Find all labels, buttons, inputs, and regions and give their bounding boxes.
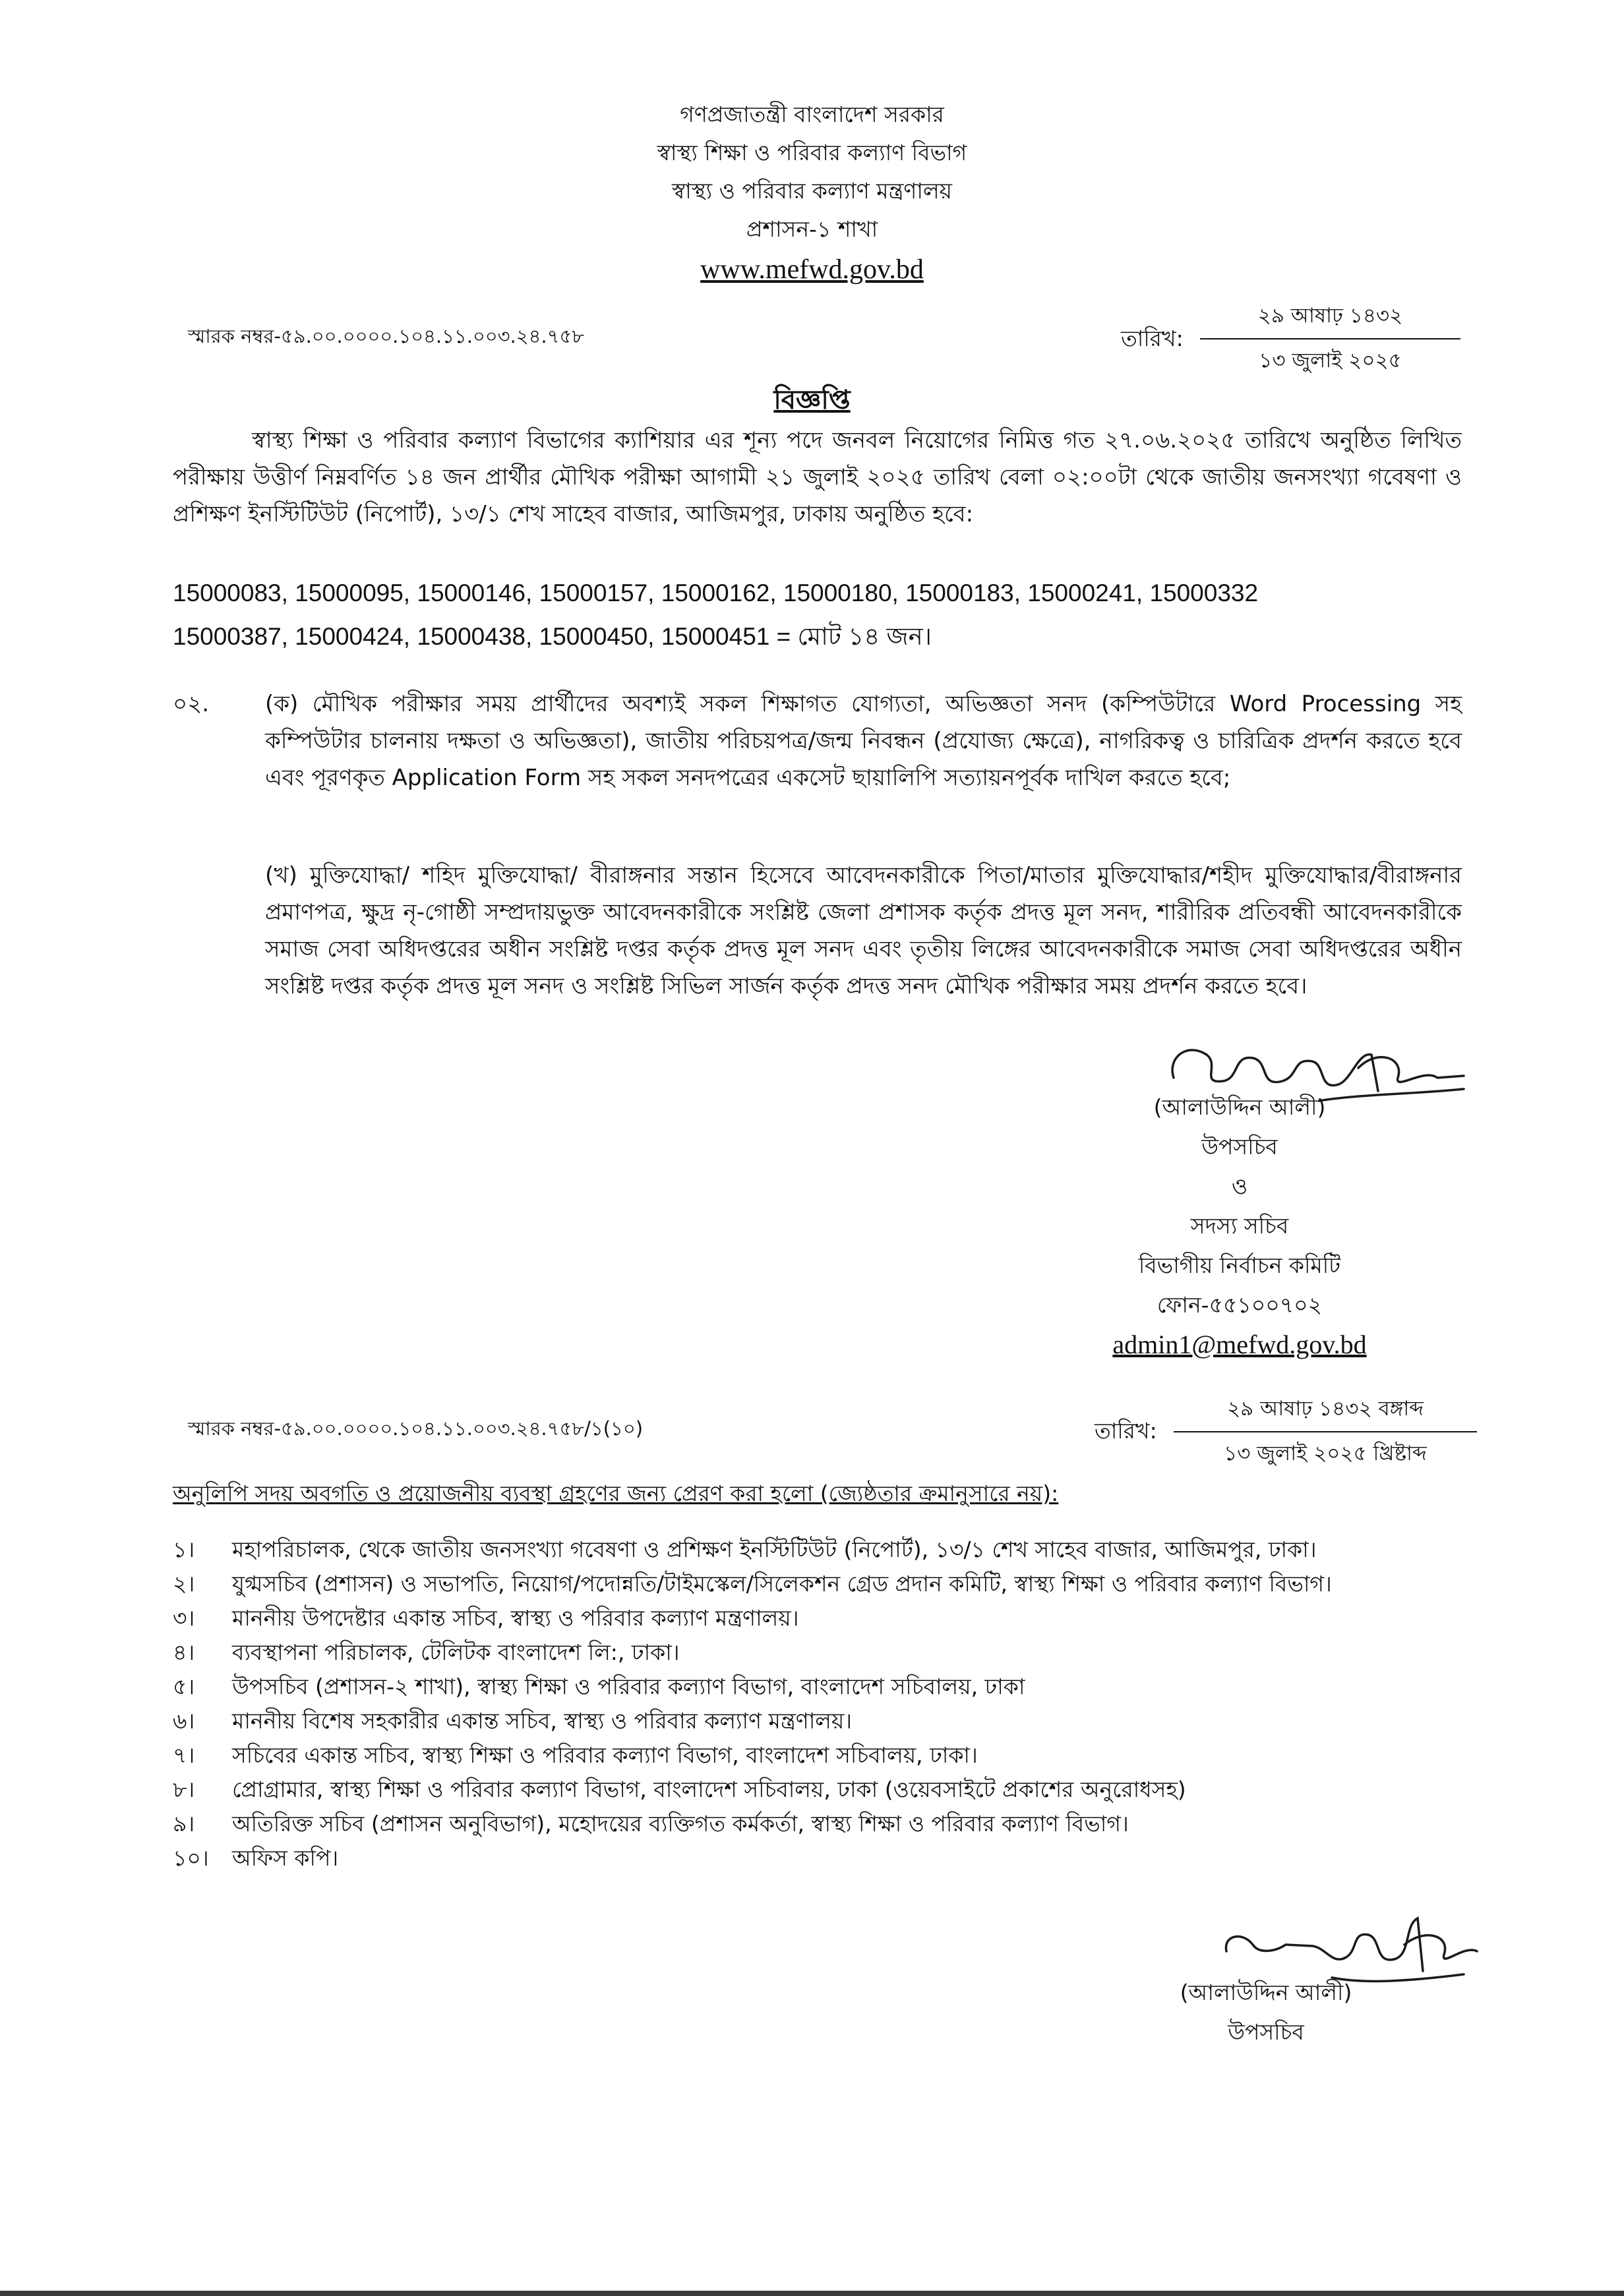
date-2-english: ১৩ জুলাই ২০২৫ খ্রিষ্টাব্দ: [1224, 1442, 1427, 1465]
list-item: ৮। প্রোগ্রামার, স্বাস্থ্য শিক্ষা ও পরিবার কল্যাণ বিভাগ, বাংলাদেশ সচিবালয়, ঢাকা (ওয়েবসাইটে প্রকাশের অনুরোধসহ): [173, 1777, 1186, 1802]
list-item: ১০। অফিস কপি।: [173, 1845, 339, 1871]
signature-1-block: [1055, 1088, 1424, 1365]
list-item: ১। মহাপরিচালক, থেকে জাতীয় জনসংখ্যা গবেষণা ও প্রশিক্ষণ ইনস্টিটিউট (নিপোর্ট), ১৩/১ শেখ সাহেব বাজার, আজিমপুর, ঢাকা।: [173, 1537, 1317, 1562]
list-item: ২। যুগ্মসচিব (প্রশাসন) ও সভাপতি, নিয়োগ/পদোন্নতি/টাইমস্কেল/সিলেকশন গ্রেড প্রদান কমিটি, স্বাস্থ্য শিক্ষা ও পরিবার কল্যাণ বিভাগ।: [173, 1571, 1332, 1597]
signer-email[interactable]: admin1@mefwd.gov.bd: [1112, 1330, 1367, 1359]
list-item: ৬। মাননীয় বিশেষ সহকারীর একান্ত সচিব, স্বাস্থ্য ও পরিবার কল্যাণ মন্ত্রণালয়।: [173, 1708, 853, 1734]
signer-2-name: (আলাউদ্দিন আলী): [1180, 1980, 1352, 2005]
list-item: ৯। অতিরিক্ত সচিব (প্রশাসন অনুবিভাগ), মহোদয়ের ব্যক্তিগত কর্মকর্তা, স্বাস্থ্য শিক্ষা ও পরিবার কল্যাণ বিভাগ।: [173, 1811, 1129, 1837]
list-item: ৭। সচিবের একান্ত সচিব, স্বাস্থ্য শিক্ষা ও পরিবার কল্যাণ বিভাগ, বাংলাদেশ সচিবালয়, ঢাকা।: [173, 1742, 978, 1768]
signer-role: সদস্য সচিব: [1190, 1213, 1289, 1239]
notice-title: বিজ্ঞপ্তি: [773, 385, 851, 415]
list-item: ৫। উপসচিব (প্রশাসন-২ শাখা), স্বাস্থ্য শিক্ষা ও পরিবার কল্যাণ বিভাগ, বাংলাদেশ সচিবালয়, ঢাকা: [173, 1674, 1025, 1699]
roll-numbers: [173, 574, 1478, 657]
signer-name: (আলাউদ্দিন আলী): [1153, 1094, 1326, 1120]
date-2-block: [1174, 1393, 1477, 1472]
date-2-label: তারিখ:: [1095, 1418, 1157, 1444]
header-line-2: স্বাস্থ্য শিক্ষা ও পরিবার কল্যাণ বিভাগ: [657, 140, 967, 165]
header-line-1: গণপ্রজাতন্ত্রী বাংলাদেশ সরকার: [680, 102, 944, 127]
intro-paragraph: স্বাস্থ্য শিক্ষা ও পরিবার কল্যাণ বিভাগের ক্যাশিয়ার এর শূন্য পদে জনবল নিয়োগের নিমিত্ত গত ২৭.০৬.২০২৫ তারিখে অনুষ্ঠিত লিখিত পরীক্ষায় উত্তীর্ণ নিম্নবর্ণিত ১৪ জন প্রার্থীর মৌখিক পরীক্ষা আগামী ২১ জুলাই ২০২৫ তারিখ বেলা ০২:০০টা থেকে জাতীয় জনসংখ্যা গবেষণা ও প্রশিক্ষণ ইনস্টিটিউট (নিপোর্ট), ১৩/১ শেখ সাহেব বাজার, আজিমপুর, ঢাকায় অনুষ্ঠিত হবে:: [173, 427, 1462, 527]
date-2-bangla: ২৯ আষাঢ় ১৪৩২ বঙ্গাব্দ: [1174, 1393, 1477, 1432]
memo-2-number: স্মারক নম্বর-৫৯.০০.০০০০.১০৪.১১.০০৩.২৪.৭৫৮/১(১০): [188, 1417, 644, 1440]
signer-and: ও: [1231, 1173, 1248, 1199]
signer-committee: বিভাগীয় নির্বাচন কমিটি: [1138, 1252, 1341, 1278]
list-item: ৩। মাননীয় উপদেষ্টার একান্ত সচিব, স্বাস্থ্য ও পরিবার কল্যাণ মন্ত্রণালয়।: [173, 1605, 799, 1631]
para-2-kha: (খ) মুক্তিযোদ্ধা/ শহিদ মুক্তিযোদ্ধা/ বীরাঙ্গনার সন্তান হিসেবে আবেদনকারীকে পিতা/মাতার মুক্তিযোদ্ধার/শহীদ মুক্তিযোদ্ধার/বীরাঙ্গনার প্রমাণপত্র, ক্ষুদ্র নৃ-গোষ্ঠী সম্প্রদায়ভুক্ত আবেদনকারীকে সংশ্লিষ্ট জেলা প্রশাসক কর্তৃক প্রদত্ত মূল সনদ, শারীরিক প্রতিবন্ধী আবেদনকারীকে সমাজ সেবা অধিদপ্তরের অধীন সংশ্লিষ্ট দপ্তর কর্তৃক প্রদত্ত মূল সনদ এবং তৃতীয় লিঙ্গের আবেদনকারীকে সমাজ সেবা অধিদপ্তরের অধীন সংশ্লিষ্ট দপ্তর কর্তৃক প্রদত্ত মূল সনদ ও সংশ্লিষ্ট সিভিল সার্জন কর্তৃক প্রদত্ত সনদ মৌখিক পরীক্ষার সময় প্রদর্শন করতে হবে।: [265, 862, 1462, 999]
scan-edge: [0, 2291, 1624, 2296]
signature-2-block: [1121, 1973, 1411, 2052]
list-item: ৪। ব্যবস্থাপনা পরিচালক, টেলিটক বাংলাদেশ লি:, ঢাকা।: [173, 1639, 680, 1665]
para-2-number: ০২.: [173, 691, 210, 717]
date-label: তারিখ:: [1121, 326, 1184, 351]
header-line-4: প্রশাসন-১ শাখা: [746, 216, 878, 242]
copies-title: অনুলিপি সদয় অবগতি ও প্রয়োজনীয় ব্যবস্থা গ্রহণের জন্য প্রেরণ করা হলো (জ্যেষ্ঠতার ক্রমানুসারে নয়):: [173, 1481, 1059, 1506]
signer-phone: ফোন-৫৫১০০৭০২: [1157, 1292, 1323, 1318]
para-2-ka: (ক) মৌখিক পরীক্ষার সময় প্রার্থীদের অবশ্যই সকল শিক্ষাগত যোগ্যতা, অভিজ্ঞতা সনদ (কম্পিউটারে Word Processing সহ কম্পিউটার চালনায় দক্ষতা ও অভিজ্ঞতা), জাতীয় পরিচয়পত্র/জন্ম নিবন্ধন (প্রযোজ্য ক্ষেত্রে), নাগরিকত্ব ও চারিত্রিক প্রদর্শন করতে হবে এবং পূরণকৃত Application Form সহ সকল সনদপত্রের একসেট ছায়ালিপি সত্যায়নপূর্বক দাখিল করতে হবে;: [265, 691, 1462, 791]
govt-header: [0, 96, 1624, 291]
date-english: ১৩ জুলাই ২০২৫: [1259, 349, 1402, 372]
roll-line-2: 15000387, 15000424, 15000438, 15000450, 15000451 = মোট ১৪ জন।: [173, 623, 932, 650]
copies-list: [173, 1533, 1465, 1875]
date-block: [1200, 300, 1460, 379]
signer-designation: উপসচিব: [1201, 1134, 1278, 1160]
website-link[interactable]: www.mefwd.gov.bd: [700, 254, 924, 285]
header-line-3: স্বাস্থ্য ও পরিবার কল্যাণ মন্ত্রণালয়: [672, 178, 952, 204]
roll-line-1: 15000083, 15000095, 15000146, 15000157, 15000162, 15000180, 15000183, 15000241, 15000332: [173, 579, 1259, 606]
memo-number: স্মারক নম্বর-৫৯.০০.০০০০.১০৪.১১.০০৩.২৪.৭৫৮: [188, 325, 585, 347]
date-bangla: ২৯ আষাঢ় ১৪৩২: [1200, 300, 1460, 339]
signer-2-designation: উপসচিব: [1228, 2019, 1304, 2045]
